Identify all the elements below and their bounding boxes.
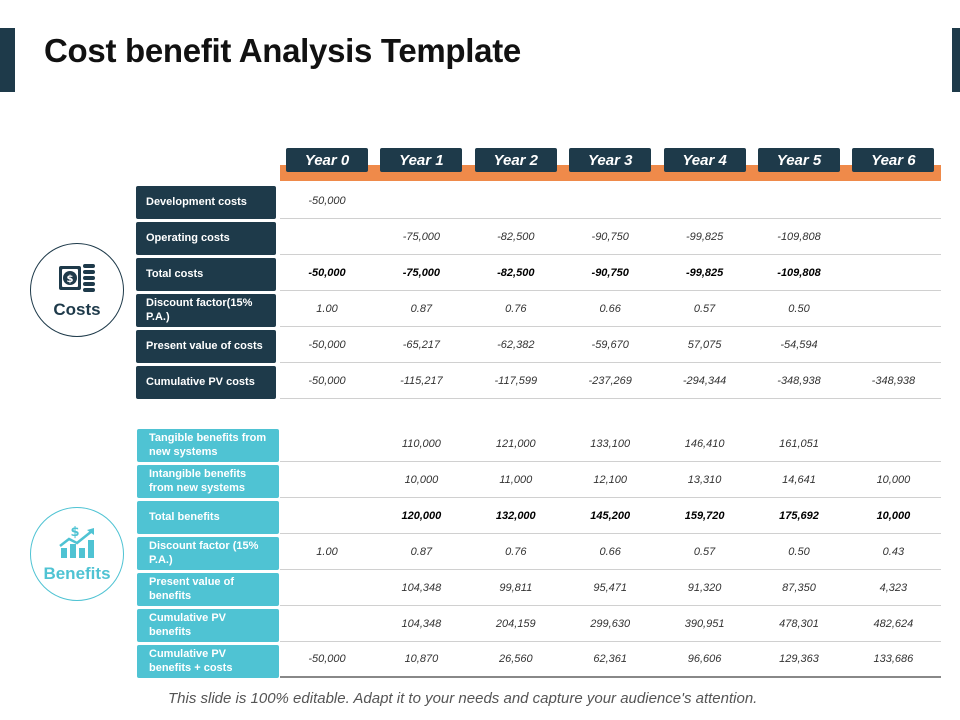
table-cell: 129,363 (779, 653, 819, 665)
table-cell: 110,000 (401, 437, 441, 450)
cost-row-label: Cumulative PV costs (136, 366, 276, 399)
growth-chart-icon (57, 524, 97, 560)
table-cell: -50,000 (308, 194, 346, 207)
table-cell: -50,000 (308, 653, 346, 665)
table-cell: 145,200 (590, 509, 631, 522)
benefit-row-label: Present value of benefits (137, 573, 279, 606)
table-cell (846, 219, 940, 254)
table-cell: 11,000 (499, 473, 533, 486)
table-cell: 161,051 (779, 437, 819, 450)
benefit-table-row (280, 534, 941, 570)
year-header (280, 148, 941, 174)
table-cell: -117,599 (494, 374, 538, 387)
table-cell: 390,951 (684, 617, 725, 630)
table-cell: -65,217 (402, 338, 441, 351)
table-cell: -50,000 (308, 266, 346, 279)
cost-table-row (280, 291, 941, 327)
table-cell: 10,870 (404, 653, 439, 665)
table-cell: -294,344 (682, 374, 727, 387)
table-cell: -348,938 (777, 374, 821, 387)
benefit-table-row (280, 606, 941, 642)
table-cell (280, 498, 374, 533)
table-cell: -62,382 (497, 338, 535, 351)
table-cell: 104,348 (401, 581, 442, 594)
table-cell: 121,000 (495, 437, 536, 450)
table-cell: 95,471 (593, 581, 628, 594)
table-cell: 0.87 (410, 545, 433, 558)
table-cell (752, 183, 846, 218)
benefit-row-label: Cumulative PV benefits (137, 609, 279, 642)
table-cell: -90,750 (591, 230, 629, 243)
table-cell: 175,692 (779, 509, 819, 522)
cost-row-label: Development costs (136, 186, 276, 219)
costs-circle-label: Costs (53, 300, 101, 319)
table-cell: -115,217 (400, 374, 443, 387)
year-tab: Year 4 (664, 148, 746, 172)
table-cell: 146,410 (684, 437, 725, 450)
benefit-table-row (280, 498, 941, 534)
table-cell: -90,750 (591, 266, 629, 279)
cost-row-label: Present value of costs (136, 330, 276, 363)
table-cell: 96,606 (687, 653, 722, 665)
cost-row-label: Discount factor(15% P.A.) (136, 294, 276, 327)
table-cell (469, 183, 563, 218)
table-cell: 133,686 (873, 653, 914, 665)
table-cell (658, 183, 752, 218)
svg-text:$: $ (66, 274, 74, 285)
year-tab: Year 3 (569, 148, 651, 172)
table-cell: 159,720 (684, 509, 725, 522)
table-cell: 13,310 (687, 473, 722, 486)
table-cell: -50,000 (308, 338, 346, 351)
table-cell: 57,075 (687, 338, 722, 351)
benefit-table-row (280, 642, 941, 678)
table-cell: 0.57 (693, 302, 716, 315)
benefit-row-label: Total benefits (137, 501, 279, 534)
table-cell: -75,000 (402, 230, 441, 243)
benefit-table-row (280, 426, 941, 462)
year-tab: Year 5 (758, 148, 840, 172)
cost-table-row (280, 363, 941, 399)
table-cell: 0.66 (599, 545, 621, 558)
table-cell (280, 570, 374, 605)
table-cell (563, 183, 657, 218)
cost-row-label: Total costs (136, 258, 276, 291)
table-cell (846, 327, 940, 362)
table-cell: 0.43 (882, 545, 905, 558)
table-cell: 204,159 (495, 617, 536, 630)
benefit-row-label: Tangible benefits from new systems (137, 429, 279, 462)
title-accent-left (0, 28, 15, 92)
table-cell (374, 183, 468, 218)
table-cell: 0.50 (788, 302, 810, 315)
money-coins-icon (57, 260, 97, 296)
table-cell (846, 255, 940, 290)
footer-note: This slide is 100% editable. Adapt it to your needs and capture your audience's attention. (168, 690, 758, 707)
table-cell: 299,630 (590, 617, 631, 630)
table-cell (280, 426, 374, 461)
benefit-table-row (280, 570, 941, 606)
table-cell: 26,560 (498, 653, 533, 665)
table-cell: -109,808 (777, 230, 821, 243)
table-cell: -99,825 (685, 266, 724, 279)
table-cell: 10,000 (876, 473, 911, 486)
table-cell: 12,100 (593, 473, 628, 486)
table-cell (846, 183, 940, 218)
table-cell (280, 462, 374, 497)
benefits-circle (30, 507, 124, 601)
table-cell: -109,808 (777, 266, 821, 279)
table-cell: 99,811 (499, 581, 533, 594)
cost-table-row (280, 255, 941, 291)
benefit-row-label: Discount factor (15% P.A.) (137, 537, 279, 570)
cost-table-row (280, 219, 941, 255)
cost-table-row (280, 183, 941, 219)
table-cell: 133,100 (590, 437, 631, 450)
cost-row-label: Operating costs (136, 222, 276, 255)
table-cell: -82,500 (497, 266, 535, 279)
table-cell: -82,500 (497, 230, 535, 243)
table-cell: -59,670 (591, 338, 629, 351)
table-cell: 0.87 (410, 302, 433, 315)
table-cell: 4,323 (879, 581, 908, 594)
table-cell: 0.57 (693, 545, 716, 558)
table-cell: 0.50 (788, 545, 810, 558)
table-cell: -50,000 (308, 374, 346, 387)
table-cell: 10,000 (404, 473, 439, 486)
svg-text:$: $ (70, 525, 80, 540)
cost-table-row (280, 327, 941, 363)
table-cell: 10,000 (876, 509, 911, 522)
table-cell: -75,000 (402, 266, 441, 279)
year-tab: Year 2 (475, 148, 557, 172)
benefit-row-label: Cumulative PV benefits + costs (137, 645, 279, 678)
year-tab: Year 0 (286, 148, 368, 172)
table-cell: 62,361 (593, 653, 628, 665)
table-cell: 104,348 (401, 617, 442, 630)
year-tab: Year 1 (380, 148, 462, 172)
table-cell: 120,000 (401, 509, 442, 522)
table-cell: 478,301 (779, 617, 819, 630)
benefits-circle-label: Benefits (43, 564, 111, 583)
table-cell: 0.76 (505, 545, 527, 558)
table-cell: -237,269 (588, 374, 632, 387)
benefit-row-label: Intangible benefits from new systems (137, 465, 279, 498)
table-cell: 1.00 (316, 545, 338, 558)
table-cell (280, 219, 374, 254)
table-cell (280, 606, 374, 641)
benefit-table-row (280, 462, 941, 498)
table-cell: 1.00 (316, 302, 338, 315)
table-cell: 0.76 (505, 302, 527, 315)
table-cell: 87,350 (782, 581, 816, 594)
costs-circle (30, 243, 124, 337)
table-cell: 0.66 (599, 302, 621, 315)
table-cell (846, 426, 940, 461)
table-cell: -348,938 (871, 374, 916, 387)
year-tab: Year 6 (852, 148, 934, 172)
page-title: Cost benefit Analysis Template (44, 32, 521, 69)
table-cell: -99,825 (685, 230, 724, 243)
table-cell: -54,594 (780, 338, 818, 351)
table-cell (846, 291, 940, 326)
table-cell: 91,320 (687, 581, 722, 594)
table-cell: 14,641 (782, 473, 816, 486)
table-cell: 132,000 (495, 509, 536, 522)
table-cell: 482,624 (873, 617, 914, 630)
title-accent-right (952, 28, 960, 92)
